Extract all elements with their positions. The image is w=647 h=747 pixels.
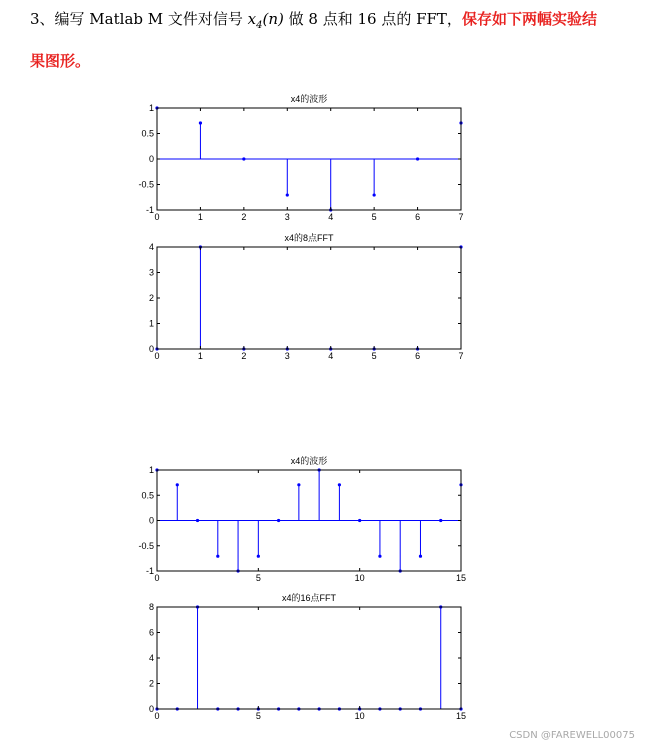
chart-1 bbox=[149, 232, 464, 361]
stem-point bbox=[257, 555, 260, 558]
chart-3 bbox=[149, 592, 466, 721]
y-tick-label: 0 bbox=[148, 344, 154, 354]
stem-point bbox=[358, 519, 361, 522]
stem-point bbox=[416, 157, 419, 160]
stem-point bbox=[297, 483, 300, 486]
x-tick-label: 15 bbox=[455, 711, 467, 721]
x-tick-label: 5 bbox=[255, 573, 261, 583]
y-tick-label: -1 bbox=[145, 566, 154, 576]
chart-0 bbox=[138, 93, 463, 222]
y-tick-label: 0 bbox=[148, 154, 154, 164]
x-tick-label: 3 bbox=[284, 212, 290, 222]
stem-point bbox=[242, 157, 245, 160]
stem-point bbox=[286, 193, 289, 196]
x-tick-label: 0 bbox=[154, 711, 160, 721]
stem-point bbox=[419, 555, 422, 558]
stem-point bbox=[216, 555, 219, 558]
x-tick-label: 10 bbox=[354, 573, 365, 583]
signal-sub: 4 bbox=[256, 20, 263, 31]
stem-point bbox=[199, 121, 202, 124]
y-tick-label: -0.5 bbox=[138, 179, 154, 190]
chart-title: x4的波形 bbox=[290, 456, 328, 466]
stem-point bbox=[439, 519, 442, 522]
x-tick-label: 15 bbox=[455, 573, 467, 583]
chart-title: x4的波形 bbox=[290, 94, 328, 104]
x-tick-label: 4 bbox=[328, 212, 334, 222]
signal-arg: (n) bbox=[262, 10, 284, 28]
chart-title: x4的16点FFT bbox=[281, 593, 337, 603]
y-tick-label: 4 bbox=[148, 653, 154, 663]
x-tick-label: 4 bbox=[328, 351, 334, 361]
question-line-1 bbox=[30, 9, 597, 36]
x-tick-label: 0 bbox=[154, 351, 160, 361]
y-tick-label: 0.5 bbox=[141, 128, 154, 139]
y-tick-label: 2 bbox=[148, 678, 154, 689]
y-tick-label: 3 bbox=[148, 267, 154, 278]
x-tick-label: 3 bbox=[284, 351, 290, 361]
x-tick-label: 2 bbox=[241, 212, 247, 222]
x-tick-label: 5 bbox=[255, 711, 261, 721]
question-suffix: 做 8 点和 16 点的 FFT， bbox=[283, 10, 462, 28]
chart-2 bbox=[138, 455, 466, 583]
x-tick-label: 7 bbox=[458, 351, 464, 361]
y-tick-label: 1 bbox=[148, 103, 154, 113]
signal-var: x bbox=[247, 10, 257, 28]
x-tick-label: 1 bbox=[197, 351, 203, 361]
y-tick-label: 4 bbox=[148, 242, 154, 252]
x-tick-label: 0 bbox=[154, 573, 160, 583]
signal-symbol bbox=[247, 10, 284, 31]
x-tick-label: 6 bbox=[415, 351, 421, 361]
stem-point bbox=[277, 519, 280, 522]
figure-2 bbox=[130, 452, 475, 727]
stem-point bbox=[196, 519, 199, 522]
stem-point bbox=[176, 483, 179, 486]
figure-1 bbox=[130, 88, 475, 378]
chart-title: x4的8点FFT bbox=[284, 233, 334, 243]
x-tick-label: 2 bbox=[241, 351, 247, 361]
y-tick-label: 0 bbox=[148, 704, 154, 714]
y-tick-label: 0 bbox=[148, 515, 154, 526]
x-tick-label: 10 bbox=[354, 711, 365, 721]
x-tick-label: 7 bbox=[458, 212, 464, 222]
y-tick-label: 6 bbox=[148, 627, 154, 638]
axes-box bbox=[157, 247, 461, 349]
y-tick-label: 2 bbox=[148, 293, 154, 303]
y-tick-label: -0.5 bbox=[138, 540, 154, 551]
stem-point bbox=[373, 193, 376, 196]
x-tick-label: 0 bbox=[154, 212, 160, 222]
stem-point bbox=[378, 555, 381, 558]
y-tick-label: 1 bbox=[148, 465, 154, 475]
x-tick-label: 5 bbox=[371, 212, 377, 222]
x-tick-label: 6 bbox=[415, 212, 421, 222]
watermark: CSDN @FAREWELL00075 bbox=[509, 730, 635, 741]
figure-1-svg bbox=[130, 88, 475, 378]
y-tick-label: 1 bbox=[148, 318, 154, 329]
question-highlight-1: 保存如下两幅实验结 bbox=[461, 10, 597, 28]
axes-box bbox=[157, 607, 461, 709]
y-tick-label: -1 bbox=[145, 205, 154, 215]
stem-point bbox=[338, 483, 341, 486]
question-highlight-2: 果图形。 bbox=[30, 52, 91, 70]
figure-2-svg bbox=[130, 452, 475, 727]
x-tick-label: 5 bbox=[371, 351, 377, 361]
x-tick-label: 1 bbox=[197, 212, 203, 222]
y-tick-label: 0.5 bbox=[141, 490, 154, 501]
question-prefix: 3、编写 Matlab M 文件对信号 bbox=[30, 10, 248, 28]
y-tick-label: 8 bbox=[148, 602, 154, 612]
